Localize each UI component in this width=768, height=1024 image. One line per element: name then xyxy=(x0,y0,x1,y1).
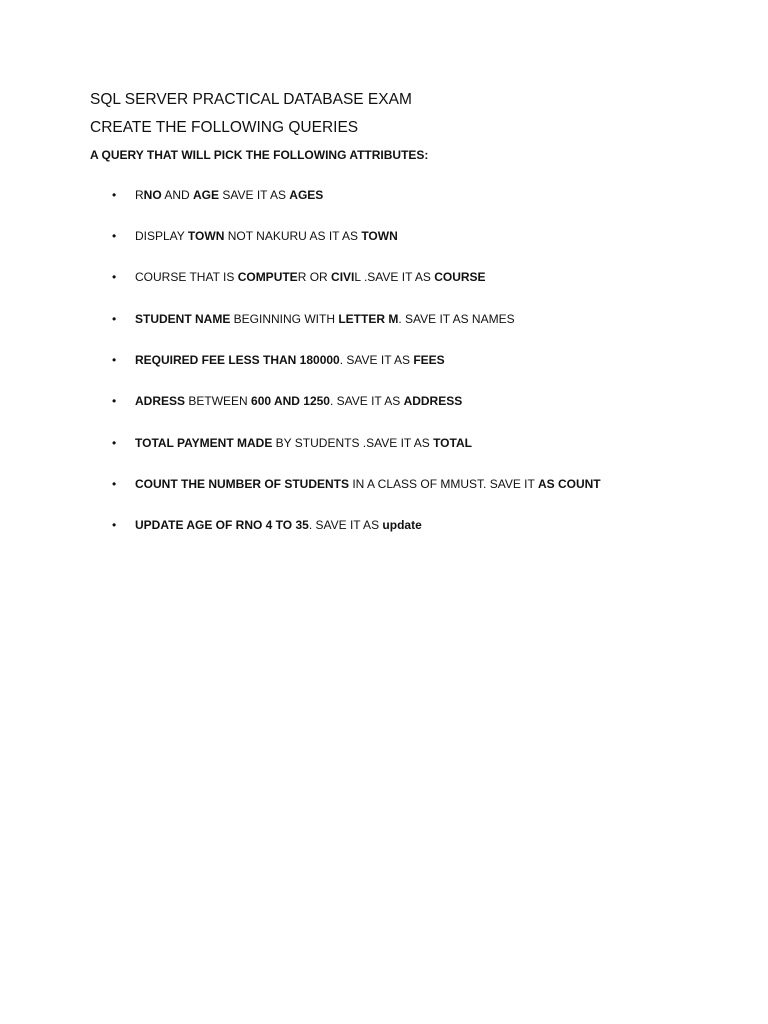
text-segment: . SAVE IT AS xyxy=(339,353,414,367)
intro-text: A QUERY THAT WILL PICK THE FOLLOWING ATTRIBUTES: xyxy=(90,148,429,162)
text-segment: . SAVE IT AS xyxy=(308,518,383,532)
bold-text-segment: 600 AND 1250 xyxy=(251,394,330,408)
bullet-icon: • xyxy=(112,188,117,202)
bold-text-segment: COMPUTE xyxy=(237,270,298,284)
bullet-icon: • xyxy=(112,312,117,326)
bold-text-segment: AGE xyxy=(193,188,220,202)
bold-text-segment: AS COUNT xyxy=(537,477,601,491)
text-segment: SAVE IT AS xyxy=(219,188,290,202)
bold-text-segment: LETTER M xyxy=(338,312,399,326)
bold-text-segment: REQUIRED FEE LESS THAN 180000 xyxy=(135,353,340,367)
bold-text-segment: CIVI xyxy=(331,270,355,284)
bold-text-segment: TOTAL PAYMENT MADE xyxy=(135,436,273,450)
text-segment: BEGINNING WITH xyxy=(230,312,339,326)
bold-text-segment: ADDRESS xyxy=(403,394,463,408)
list-item xyxy=(112,392,462,410)
bold-text-segment: COURSE xyxy=(434,270,486,284)
text-segment: BETWEEN xyxy=(185,394,252,408)
text-segment: AND xyxy=(161,188,194,202)
text-segment: R xyxy=(135,188,144,202)
bold-text-segment: TOWN xyxy=(187,229,225,243)
bullet-icon: • xyxy=(112,353,117,367)
bullet-icon: • xyxy=(112,518,117,532)
text-segment: . SAVE IT AS NAMES xyxy=(398,312,515,326)
bullet-icon: • xyxy=(112,436,117,450)
list-item xyxy=(112,475,601,493)
bold-text-segment: UPDATE AGE OF RNO 4 TO 35 xyxy=(135,518,309,532)
bold-text-segment: COUNT THE NUMBER OF STUDENTS xyxy=(135,477,349,491)
text-segment: DISPLAY xyxy=(135,229,188,243)
bold-text-segment: FEES xyxy=(413,353,445,367)
bold-text-segment: TOWN xyxy=(361,229,398,243)
bold-text-segment: AGES xyxy=(289,188,324,202)
text-segment: . SAVE IT AS xyxy=(329,394,404,408)
bold-text-segment: NO xyxy=(143,188,162,202)
bold-text-segment: TOTAL xyxy=(433,436,472,450)
bullet-icon: • xyxy=(112,229,117,243)
text-segment: IN A CLASS OF MMUST. SAVE IT xyxy=(349,477,538,491)
list-item xyxy=(112,268,486,286)
text-segment: R OR xyxy=(297,270,332,284)
document-subtitle: CREATE THE FOLLOWING QUERIES xyxy=(90,119,359,136)
text-segment: L .SAVE IT AS xyxy=(354,270,435,284)
text-segment: COURSE THAT IS xyxy=(135,270,238,284)
bullet-icon: • xyxy=(112,477,117,491)
list-item xyxy=(112,186,323,204)
list-item xyxy=(112,516,422,534)
bold-text-segment: STUDENT NAME xyxy=(135,312,231,326)
list-item xyxy=(112,434,472,452)
bullet-icon: • xyxy=(112,270,117,284)
bold-text-segment: ADRESS xyxy=(135,394,186,408)
bold-text-segment: update xyxy=(382,518,422,532)
document-title: SQL SERVER PRACTICAL DATABASE EXAM xyxy=(90,91,412,108)
text-segment: NOT NAKURU AS IT AS xyxy=(224,229,362,243)
list-item xyxy=(112,227,398,245)
text-segment: BY STUDENTS .SAVE IT AS xyxy=(272,436,434,450)
list-item xyxy=(112,310,515,328)
list-item xyxy=(112,351,445,369)
bullet-icon: • xyxy=(112,394,117,408)
